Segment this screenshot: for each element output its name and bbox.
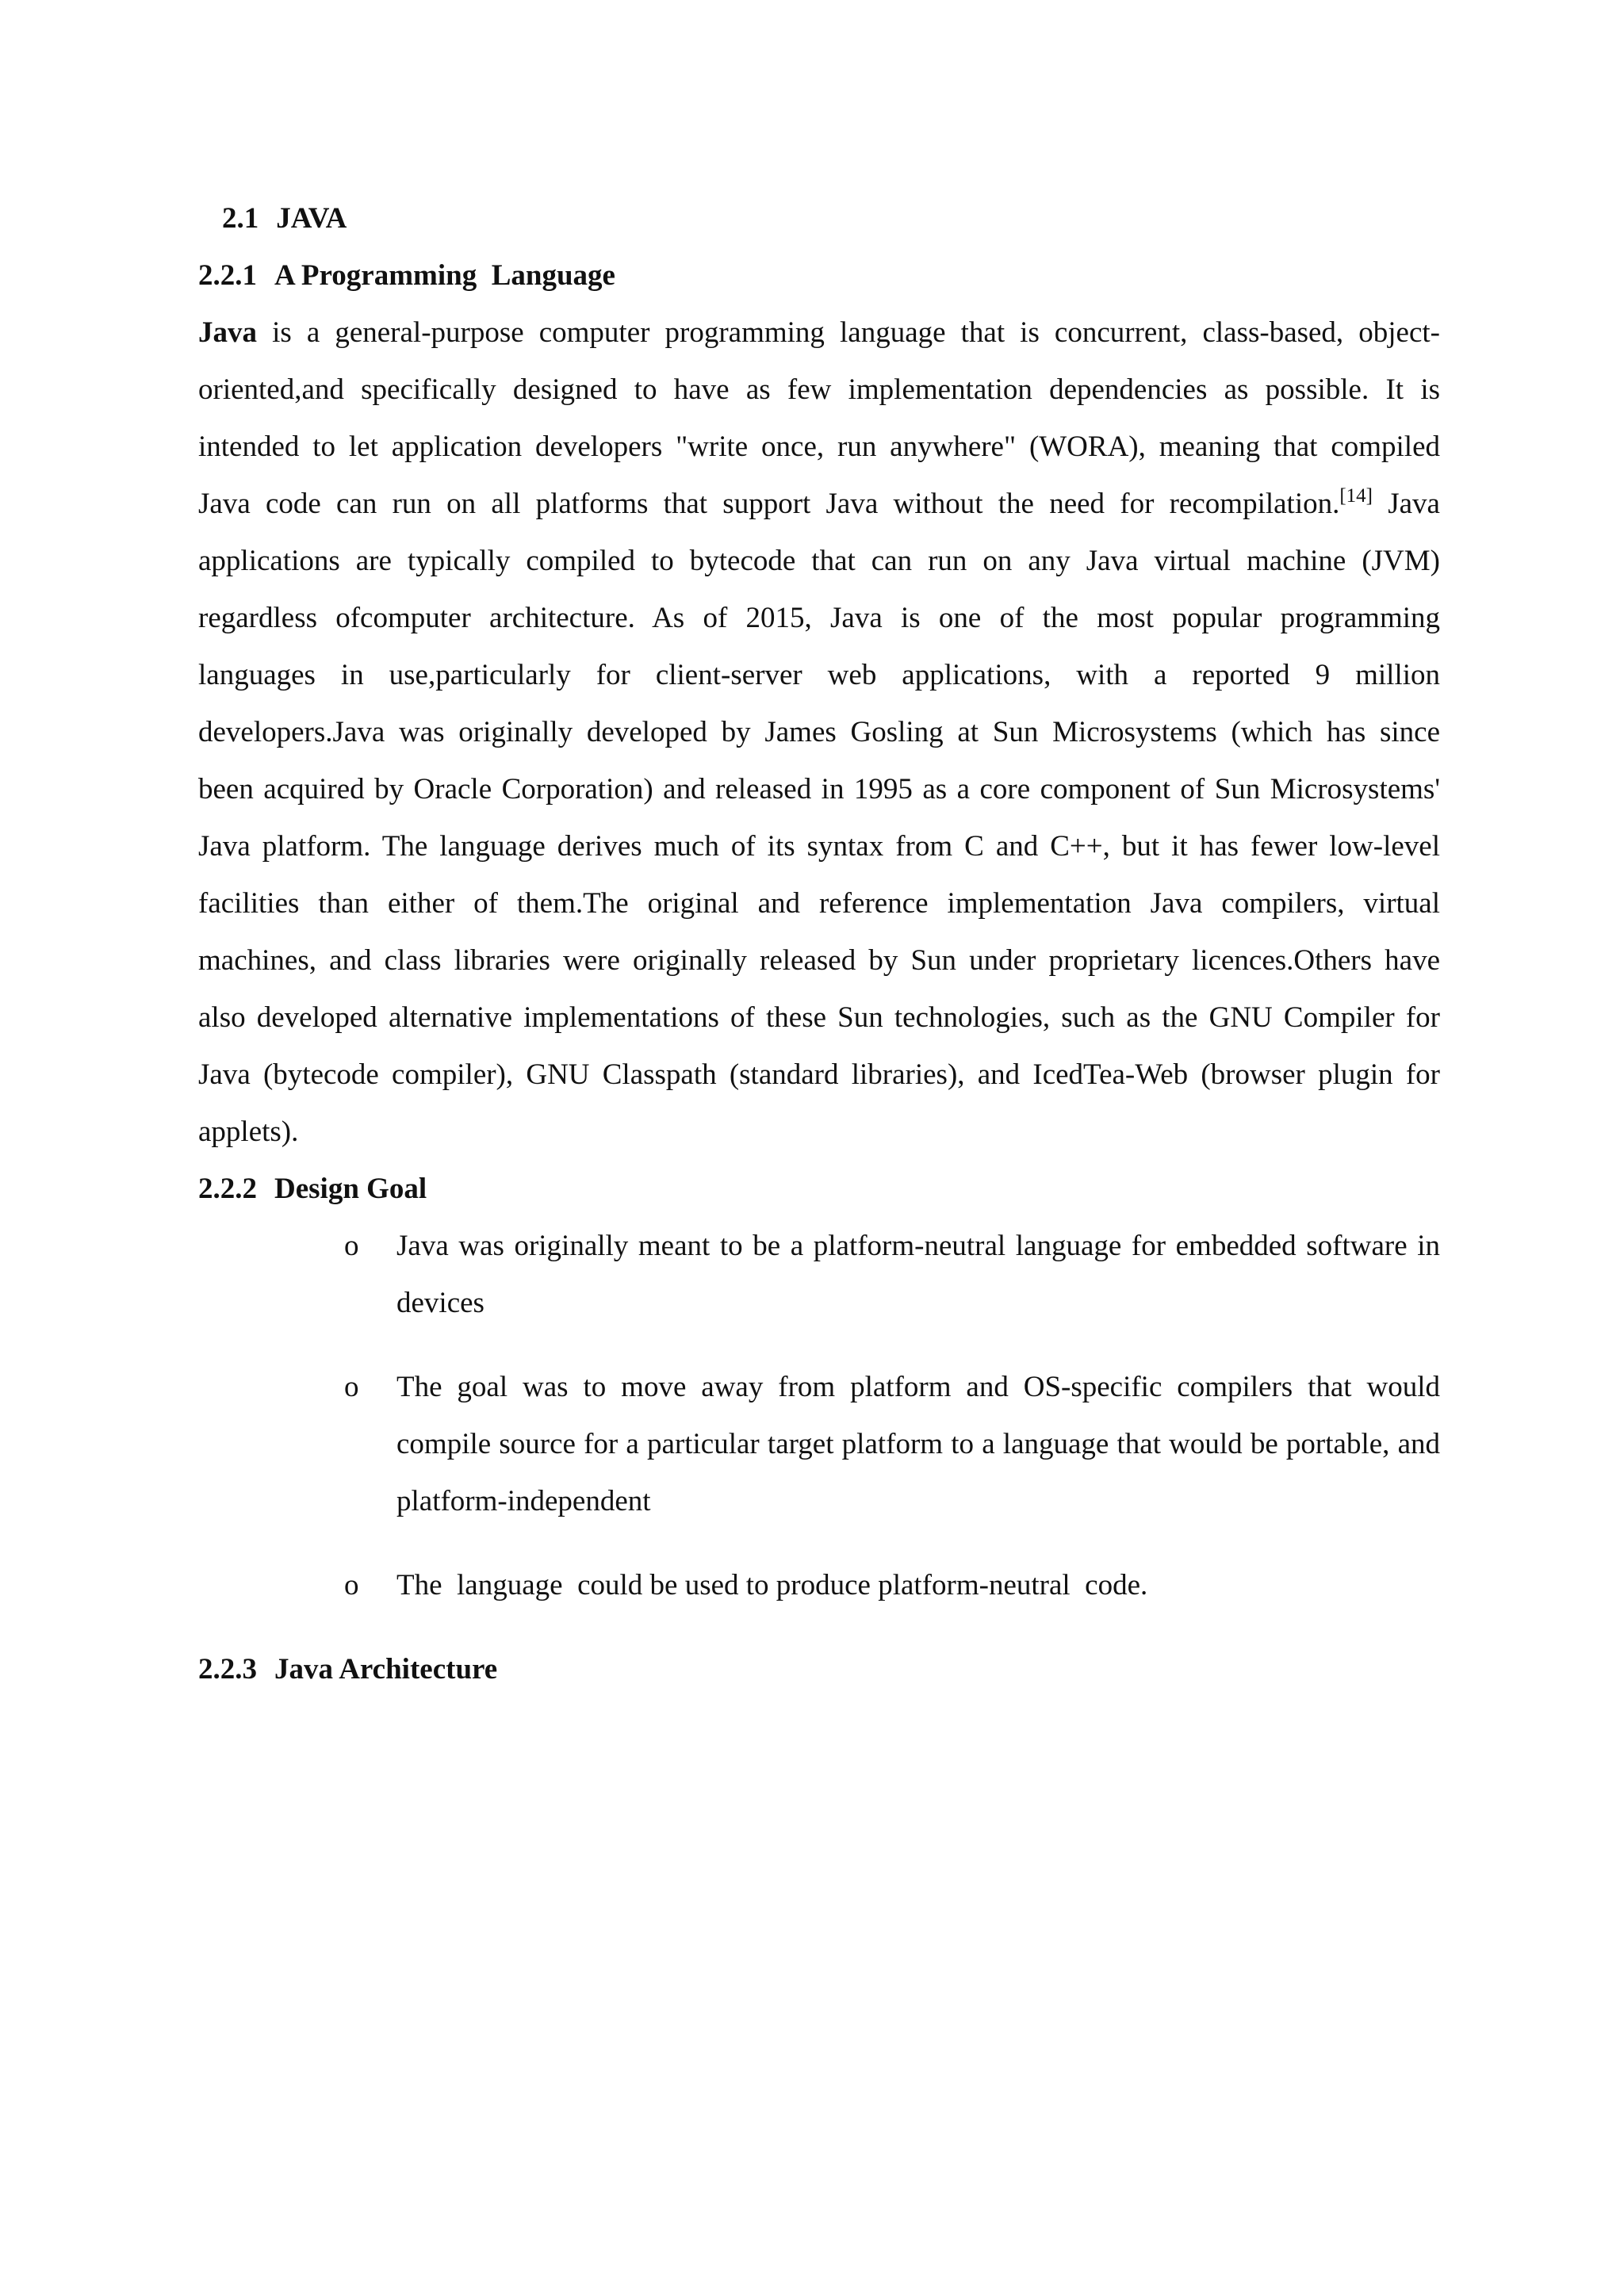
design-goal-list (198, 1218, 1440, 1614)
citation-marker: [14] (1339, 485, 1373, 507)
section-title: JAVA (276, 202, 347, 235)
bullet-marker: o (344, 1371, 359, 1403)
list-item-text: Java was originally meant to be a platform-neutral language for embedded software in devices (396, 1230, 1440, 1319)
section-2-2-3-heading (198, 1641, 1440, 1698)
section-title: Design Goal (274, 1173, 427, 1205)
section-title: Java Architecture (274, 1653, 498, 1686)
bullet-marker: o (344, 1569, 359, 1601)
section-number: 2.2.3 (198, 1653, 257, 1686)
section-2-2-1-heading (198, 247, 1440, 304)
paragraph-text-part-1: is a general-purpose computer programming language that is concurrent, class-based, object-oriented,and specifically designed to have as few implementation dependencies as possible. It is intended to let application developers "write once, run anywhere" (WORA), meaning that compiled Java code can run on all platforms that support Java without the need for recompilation. (198, 316, 1440, 520)
section-2-2-2-heading (198, 1161, 1440, 1218)
list-item-text: The goal was to move away from platform and OS-specific compilers that would compile source for a particular target platform to a language that would be portable, and platform-independent (396, 1371, 1440, 1517)
list-item (198, 1557, 1440, 1614)
java-bold-term: Java (198, 316, 257, 349)
list-item (198, 1218, 1440, 1332)
section-title: A Programming Language (274, 259, 615, 292)
page-content (198, 190, 1440, 1698)
section-2-1-heading (198, 190, 1440, 247)
java-intro-paragraph (198, 304, 1440, 1161)
paragraph-text-part-2: Java applications are typically compiled to bytecode that can run on any Java virtual machine (JVM) regardless ofcomputer architecture. As of 2015, Java is one of the most popular programming languages in use,particularly for client-server web applications, with a reported 9 million developers.Java was originally developed by James Gosling at Sun Microsystems (which has since been acquired by Oracle Corporation) and released in 1995 as a core component of Sun Microsystems' Java platform. The language derives much of its syntax from C and C++, but it has fewer low-level facilities than either of them.The original and reference implementation Java compilers, virtual machines, and class libraries were originally released by Sun under proprietary licences.Others have also developed alternative implementations of these Sun technologies, such as the GNU Compiler for Java (bytecode compiler), GNU Classpath (standard libraries), and IcedTea-Web (browser plugin for applets). (198, 488, 1440, 1148)
section-number: 2.2.1 (198, 259, 257, 292)
section-number: 2.1 (222, 202, 259, 235)
section-number: 2.2.2 (198, 1173, 257, 1205)
bullet-marker: o (344, 1230, 359, 1262)
list-item (198, 1359, 1440, 1530)
list-item-text: The language could be used to produce platform-neutral code. (396, 1569, 1148, 1601)
